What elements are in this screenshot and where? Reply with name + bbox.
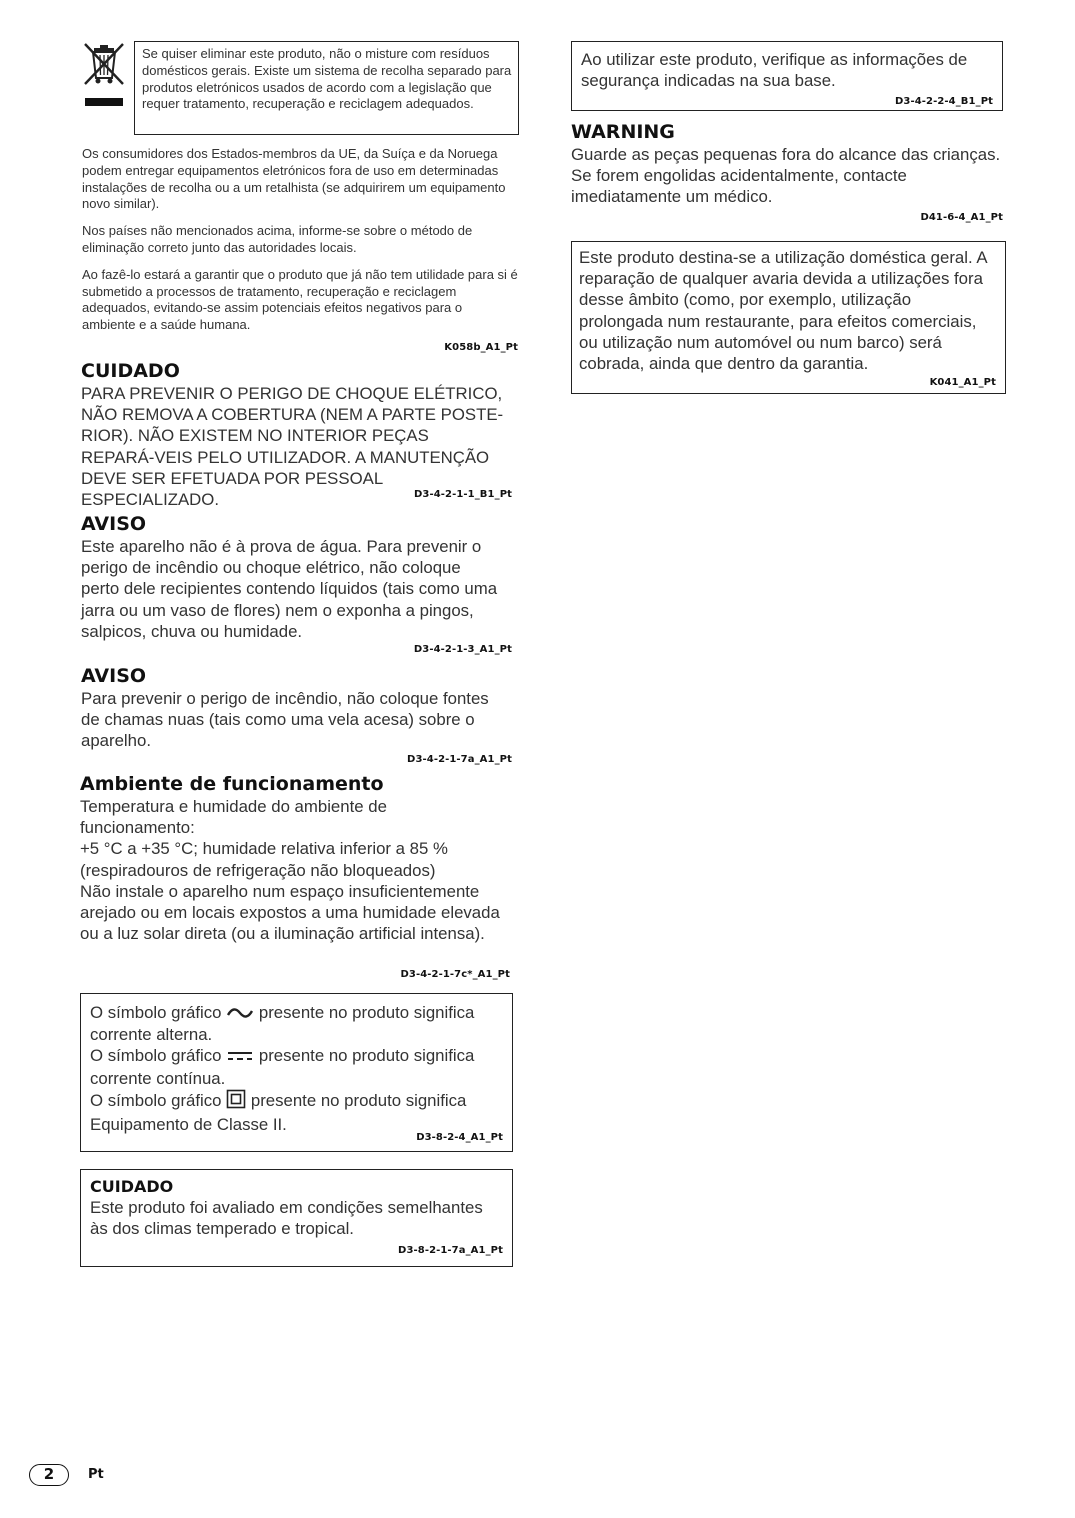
symbol-class2-row [90,1089,504,1135]
cuidado-heading: CUIDADO [81,360,180,382]
weee-paragraph-2: Nos países não mencionados acima, informe-se sobre o método de eliminação correto junto das autoridades locais. [82,223,473,255]
symbol-class2-suffix: presente no produto significa [250,1090,467,1110]
ambiente-section [80,773,512,944]
safety-info-text: Ao utilizar este produto, verifique as informações de segurança indicadas na sua base. [581,50,968,91]
ambiente-line-2: +5 °C a +35 °C; humidade relativa inferior a 85 % (respiradouros de refrigeração não bloqueados) [80,839,448,880]
weee-code: K058b_A1_Pt [444,342,518,353]
language-code: Pt [88,1467,104,1482]
domestic-use-code: K041_A1_Pt [929,377,996,388]
symbols-box [80,993,513,1152]
ac-symbol-icon [226,1003,254,1024]
weee-details [82,146,519,334]
weee-box-text: Se quiser eliminar este produto, não o misture com resíduos domésticos gerais. Existe um sistema de recolha separado para produtos eletrónicos usados de acordo com a legislação que requer tratamento, recuperação e reciclagem adequados. [142,46,512,112]
aviso-water-text: Este aparelho não é à prova de água. Para prevenir o perigo de incêndio ou choque elétrico, não coloque perto dele recipientes contendo líquidos (tais como uma jarra ou um vaso de flores) nem o exponha a pingos, salpicos, chuva ou humidade. [81,537,498,641]
cuidado-climate-text: Este produto foi avaliado em condições semelhantes às dos climas temperado e tropical. [90,1198,483,1239]
ambiente-line-1: Temperatura e humidade do ambiente de funcionamento: [80,797,387,838]
cuidado-text: PARA PREVENIR O PERIGO DE CHOQUE ELÉTRICO, NÃO REMOVA A COBERTURA (NEM A PARTE POSTE-RIOR). NÃO EXISTEM NO INTERIOR PEÇAS REPARÁ-VEIS PELO UTILIZADOR. A MANUTENÇÃO DEVE SER EFETUADA POR PESSOAL ESPECIALIZADO. [81,384,504,510]
aviso-fire-text: Para prevenir o perigo de incêndio, não coloque fontes de chamas nuas (tais como uma vela acesa) sobre o aparelho. [81,689,489,751]
warning-section [571,121,1003,208]
aviso-water-section [81,513,513,642]
page-number: 2 [43,1465,55,1483]
aviso-fire-code: D3-4-2-1-7a_A1_Pt [407,754,512,765]
symbol-dc-prefix: O símbolo gráfico [90,1046,222,1066]
symbol-class2-meaning: Equipamento de Classe II. [90,1114,287,1134]
cuidado-code: D3-4-2-1-1_B1_Pt [414,489,512,500]
class-ii-symbol-icon [226,1089,246,1114]
weee-crossed-bin-icon [82,42,126,108]
domestic-use-text: Este produto destina-se a utilização doméstica geral. A reparação de qualquer avaria devida a utilizações fora desse âmbito (como, por exemplo, utilização prolongada num restaurante, para efeitos comerciais, ou utilização num automóvel ou num barco) será cobrada, ainda que dentro da garantia. [579,248,987,374]
safety-info-code: D3-4-2-2-4_B1_Pt [895,96,993,107]
cuidado-climate-box [80,1169,513,1267]
aviso-water-code: D3-4-2-1-3_A1_Pt [413,644,512,655]
symbol-ac-meaning: corrente alterna. [90,1025,213,1045]
symbol-dc-suffix: presente no produto significa [258,1046,475,1066]
warning-code: D41-6-4_A1_Pt [920,212,1003,223]
cuidado-climate-code: D3-8-2-1-7a_A1_Pt [398,1245,503,1256]
symbol-class2-prefix: O símbolo gráfico [90,1090,222,1110]
ambiente-heading: Ambiente de funcionamento [80,773,384,795]
aviso-fire-heading: AVISO [81,665,147,687]
symbol-dc-meaning: corrente contínua. [90,1068,226,1088]
ambiente-code: D3-4-2-1-7c*_A1_Pt [400,969,510,980]
weee-notice-box [134,41,519,135]
page-number-badge [29,1464,69,1486]
weee-paragraph-3: Ao fazê-lo estará a garantir que o produto que já não tem utilidade para si é submetido a processos de tratamento, recuperação e reciclagem adequados, evitando-se assim potenciais efeitos negativos para o ambiente e a saúde humana. [82,266,518,333]
aviso-water-heading: AVISO [81,513,147,535]
symbol-dc-row [90,1045,504,1088]
safety-info-box [571,41,1003,111]
aviso-fire-section [81,665,513,752]
cuidado-section [81,360,513,510]
symbol-ac-suffix: presente no produto significa [258,1003,475,1022]
dc-symbol-icon [226,1046,254,1067]
symbol-ac-row [90,1002,504,1045]
weee-paragraph-1: Os consumidores dos Estados-membros da UE, da Suíça e da Noruega podem entregar equipamentos eletrónicos fora de uso em determinadas instalações de recolha ou a um retalhista (se adquirirem um equipamento novo similar). [82,146,506,212]
domestic-use-box [571,241,1006,394]
warning-text: Guarde as peças pequenas fora do alcance das crianças. Se forem engolidas acidentalmente, contacte imediatamente um médico. [571,145,1001,207]
cuidado-climate-heading: CUIDADO [90,1177,174,1196]
warning-heading: WARNING [571,121,675,143]
ambiente-line-3: Não instale o aparelho num espaço insuficientemente arejado ou em locais expostos a uma humidade elevada ou a luz solar direta (ou a iluminação artificial intensa). [80,881,500,944]
symbols-code: D3-8-2-4_A1_Pt [416,1132,503,1143]
symbol-ac-prefix: O símbolo gráfico [90,1003,222,1022]
